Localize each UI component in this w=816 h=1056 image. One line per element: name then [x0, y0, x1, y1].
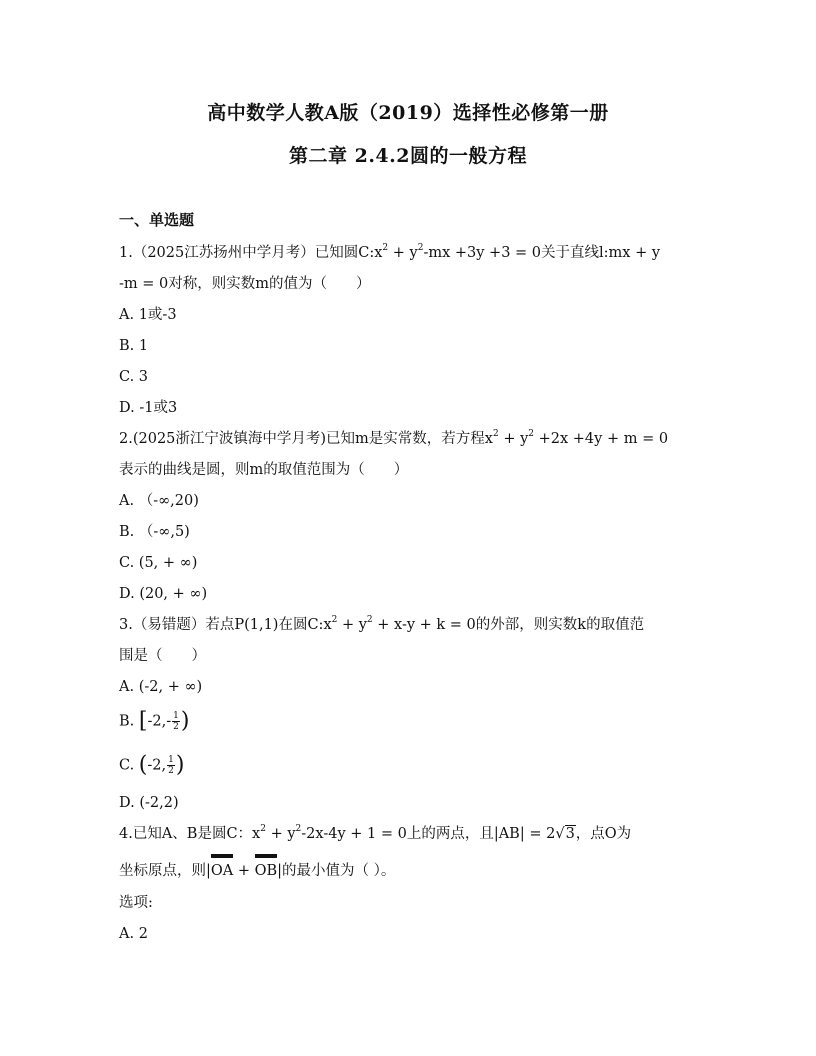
question-1-option-a: A. 1或-3 — [119, 307, 177, 323]
vector-oa: OA — [211, 861, 233, 881]
square-root: √3 — [555, 826, 575, 842]
question-3-option-a: A. (-2, + ∞) — [119, 679, 203, 695]
question-3-stem: 3.（易错题）若点P(1,1)在圆$C:x^2 + y^2 + x-y + k = 0$的外部，则实数k的取值范 — [119, 615, 645, 633]
question-2-option-c: C. (5, + ∞) — [119, 555, 198, 571]
question-2-stem: 2.(2025浙江宁波镇海中学月考)已知m是实常数，若方程$x^2 + y^2 +2x +4y + m = 0$ — [119, 429, 669, 447]
question-2-stem-line2: 表示的曲线是圆，则m的取值范围为（ ） — [119, 462, 409, 478]
question-3-option-c: C. (-2, $\frac{1}{2}$ ) — [119, 752, 185, 778]
question-1-option-d: D. -1或3 — [119, 400, 178, 416]
document-subtitle: 第二章 2.4.2圆的一般方程 — [288, 145, 527, 167]
section-heading: 一、单选题 — [119, 211, 195, 229]
question-3-option-d: D. (-2,2) — [119, 795, 179, 811]
fraction-half: $\frac{1}{2}$ — [173, 711, 179, 732]
question-1-stem-line2: -m = 0对称，则实数m的值为（ ） — [119, 276, 371, 292]
fraction-half: $\frac{1}{2}$ — [168, 755, 174, 776]
question-3-stem-line2: 围是（ ） — [119, 648, 206, 664]
question-1-option-b: B. 1 — [119, 338, 149, 354]
question-4-option-a: A. 2 — [119, 926, 148, 942]
question-2-option-d: D. (20, + ∞) — [119, 586, 208, 602]
question-1-stem: 1.（2025江苏扬州中学月考）已知圆$C:x^2 + y^2-mx +3y +3 = 0$关于直线l:mx + y — [119, 243, 661, 261]
question-2-option-b: B. （-∞,5) — [119, 524, 190, 540]
document-title: 高中数学人教A版（2019）选择性必修第一册 — [207, 102, 609, 124]
vector-ob: OB — [255, 861, 278, 881]
question-4-stem-line2: 坐标原点，则| OA + OB|的最小值为（ ）。 — [119, 861, 395, 881]
question-3-option-b: B. [-2,- $\frac{1}{2}$ ) — [119, 708, 190, 734]
question-1-option-c: C. 3 — [119, 369, 149, 385]
question-4-options-label: 选项: — [119, 895, 153, 911]
question-4-stem: 4.已知A、B是圆C：$x^2 + y^2-2x-4y + 1 = 0$上的两点，且|AB| = 2√3，点O为 — [119, 824, 632, 842]
question-2-option-a: A. （-∞,20) — [119, 493, 199, 509]
